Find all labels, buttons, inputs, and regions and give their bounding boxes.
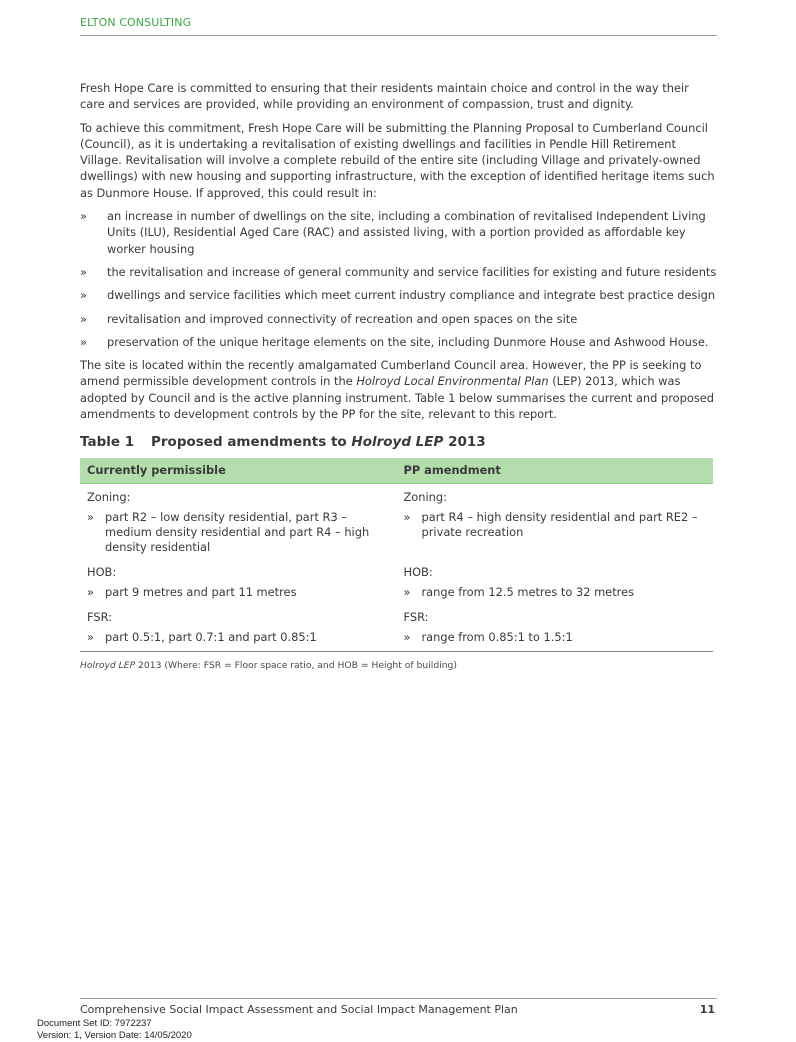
table-cell-current: HOB: » part 9 metres and part 11 metres [80, 559, 397, 604]
bullet-list [80, 208, 717, 350]
list-item: » the revitalisation and increase of general community and service facilities for existing and future residents [80, 264, 717, 279]
table-cell-current: Zoning: » part R2 – low density residential, part R3 – medium density residential and part R4 – high density residential [80, 483, 397, 559]
bullet-marker: » [87, 629, 94, 644]
bullet-marker: » [403, 509, 411, 524]
paragraph-3: The site is located within the recently amalgamated Cumberland Council area. However, the PP is seeking to amend permissible development controls in the Holroyd Local Environmental Plan (LEP) 2013, which was adopted by Council and is the active planning instrument. Table 1 below summarises the current and proposed amendments to development controls by the PP for the site, relevant to this report. [80, 358, 714, 422]
main-content [80, 80, 717, 674]
bullet-marker: » [403, 629, 411, 644]
table-row [80, 604, 713, 652]
document-id-stamp [37, 1018, 192, 1042]
table-cell-proposed: FSR: » range from 0.85:1 to 1.5:1 [397, 604, 714, 652]
list-item: » dwellings and service facilities which meet current industry compliance and integrate best practice design [80, 288, 716, 303]
list-item: » revitalisation and improved connectivity of recreation and open spaces on the site [80, 311, 578, 326]
table-cell-proposed: HOB: » range from 12.5 metres to 32 metres [397, 559, 714, 604]
list-item: » preservation of the unique heritage elements on the site, including Dunmore House and Ashwood House. [80, 334, 709, 349]
running-header [80, 16, 717, 36]
document-version: Version: 1, Version Date: 14/05/2020 [37, 1030, 192, 1041]
table-cell-proposed: Zoning: » part R4 – high density residential and part RE2 – private recreation [397, 483, 714, 559]
header-org-name: ELTON CONSULTING [80, 16, 192, 29]
paragraph-2: To achieve this commitment, Fresh Hope Care will be submitting the Planning Proposal to Cumberland Council (Council), as it is undertaking a revitalisation of existing dwellings and facilities in Pendle Hill Retirement Village. Revitalisation will involve a complete rebuild of the entire site (including Village and privately-owned dwellings) with new housing and supporting infrastructure, with the exception of identified heritage items such as Dunmore House. If approved, this could result in: [80, 120, 715, 200]
document-set-id: Document Set ID: 7972237 [37, 1018, 152, 1029]
bullet-marker: » [80, 288, 87, 303]
row-label: Zoning: [403, 489, 447, 504]
row-label: FSR: [87, 609, 112, 624]
column-header-current: Currently permissible [80, 458, 397, 484]
table-number: Table 1 [80, 434, 135, 451]
bullet-marker: » [403, 584, 411, 599]
column-header-proposed: PP amendment [397, 458, 714, 484]
table-cell-current: FSR: » part 0.5:1, part 0.7:1 and part 0.85:1 [80, 604, 397, 652]
row-label: Zoning: [87, 489, 131, 504]
bullet-marker: » [80, 264, 87, 279]
row-label: HOB: [403, 564, 433, 579]
bullet-marker: » [87, 584, 94, 599]
amendments-table [80, 458, 713, 652]
table-row [80, 483, 713, 559]
bullet-marker: » [80, 334, 87, 349]
list-item: » an increase in number of dwellings on the site, including a combination of revitalised Independent Living Units (ILU), Residential Aged Care (RAC) and assisted living, with a portion provided as affordable key worker housing [80, 209, 706, 256]
table-row [80, 559, 713, 604]
bullet-marker: » [87, 509, 94, 524]
table-caption: Table 1 Proposed amendments to Holroyd LEP 2013 [80, 434, 486, 451]
paragraph-1: Fresh Hope Care is committed to ensuring that their residents maintain choice and control in the way their care and services are provided, while providing an environment of compassion, trust and dignity. [80, 81, 689, 112]
row-label: FSR: [403, 609, 429, 624]
table-source-note: Holroyd LEP 2013 (Where: FSR = Floor space ratio, and HOB = Height of building) [80, 659, 457, 671]
page-number: 11 [699, 1003, 715, 1016]
bullet-marker: » [80, 311, 87, 326]
page-footer [80, 998, 717, 1016]
lep-title-italic: Holroyd Local Environmental Plan [356, 374, 549, 389]
footer-document-title: Comprehensive Social Impact Assessment and Social Impact Management Plan [80, 1003, 518, 1016]
bullet-marker: » [80, 209, 87, 224]
row-label: HOB: [87, 564, 117, 579]
table-header-row [80, 458, 713, 484]
